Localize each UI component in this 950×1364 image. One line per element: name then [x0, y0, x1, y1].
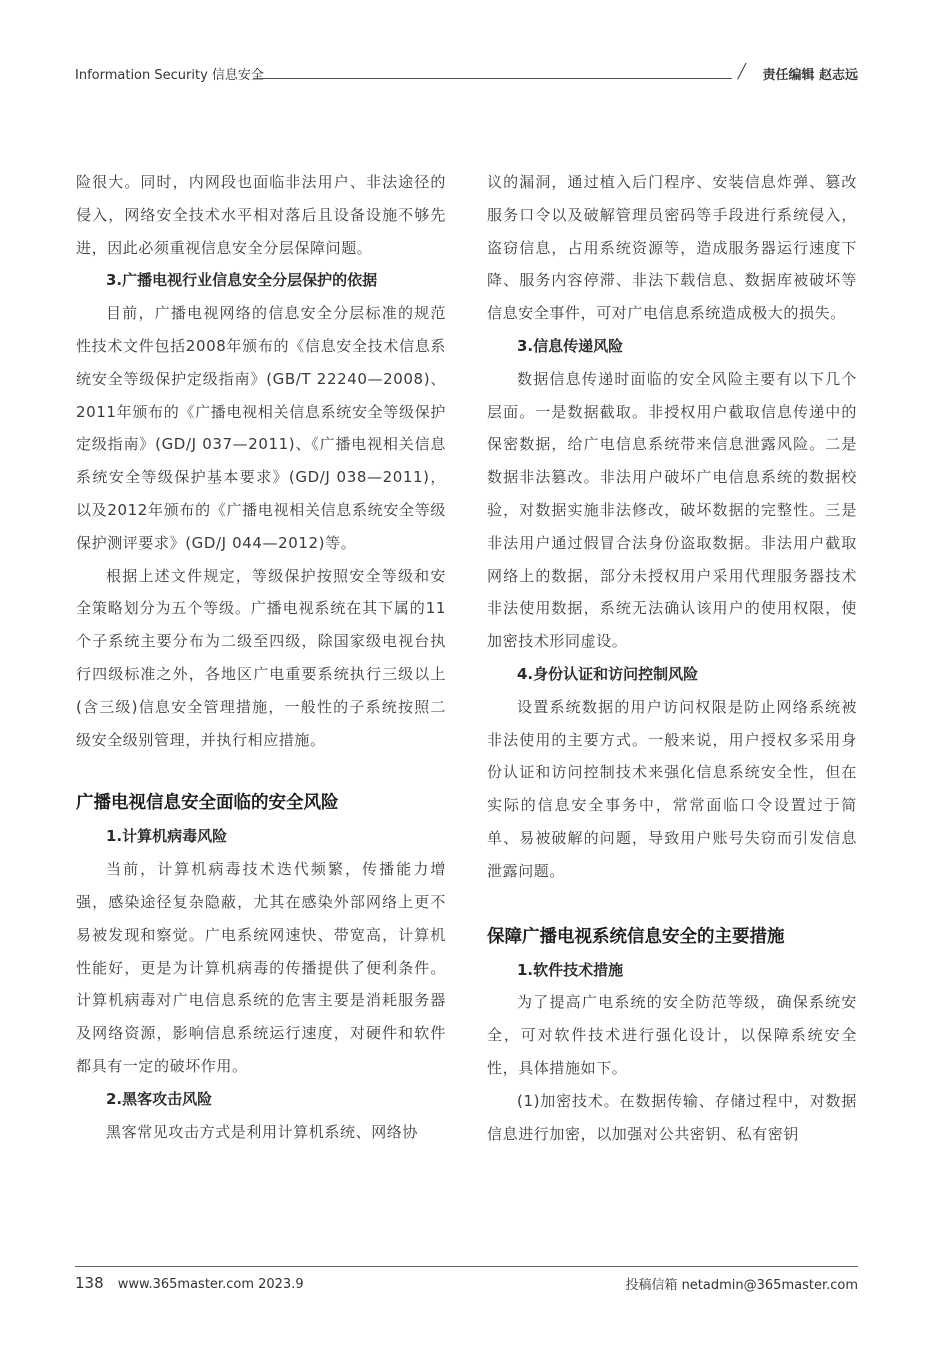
software-heading: 1.软件技术措施 — [517, 960, 624, 979]
virus-heading: 1.计算机病毒风险 — [106, 827, 228, 846]
header-editor: 责任编辑 赵志远 — [762, 68, 858, 83]
auth-paragraph: 设置系统数据的用户访问权限是防止网络系统被非法使用的主要方式。一般来说，用户授权多采用身份认证和访问控制技术来强化信息系统安全性，但在实际的信息安全事务中，常常面临口令设置过于简单、易被破解的问题，导致用户账号失窃而引发信息泄露问题。 — [487, 697, 857, 880]
risk-section-title: 广播电视信息安全面临的安全风险 — [76, 793, 339, 814]
running-header — [75, 64, 858, 86]
left-column — [76, 166, 446, 1148]
measures-section-title: 保障广播电视系统信息安全的主要措施 — [487, 926, 785, 947]
encryption-paragraph: (1)加密技术。在数据传输、存储过程中，对数据信息进行加密，以加强对公共密钥、私有密钥 — [487, 1091, 857, 1143]
footer-rule — [75, 1266, 858, 1267]
header-slash-mark: ╱ — [737, 64, 746, 80]
transfer-heading: 3.信息传递风险 — [517, 336, 624, 355]
header-section-label: Information Security 信息安全 — [75, 68, 264, 83]
basis-paragraph-2: 根据上述文件规定，等级保护按照安全等级和安全策略划分为五个等级。广播电视系统在其下属的11个子系统主要分布为二级至四级，除国家级电视台执行四级标准之外，各地区广电重要系统执行三级以上(含三级)信息安全管理措施，一般性的子系统按照二级安全级别管理，并执行相应措施。 — [76, 566, 446, 749]
virus-paragraph: 当前，计算机病毒技术迭代频繁，传播能力增强，感染途径复杂隐蔽，尤其在感染外部网络上更不易被发现和察觉。广电系统网速快、带宽高，计算机性能好，更是为计算机病毒的传播提供了便利条件。计算机病毒对广电信息系统的危害主要是消耗服务器及网络资源，影响信息系统运行速度，对硬件和软件都具有一定的破坏作用。 — [76, 860, 446, 1075]
intro-paragraph: 险很大。同时，内网段也面临非法用户、非法途径的侵入，网络安全技术水平相对落后且设备设施不够先进，因此必须重视信息安全分层保障问题。 — [76, 173, 446, 257]
auth-heading: 4.身份认证和访问控制风险 — [517, 664, 699, 683]
basis-heading: 3.广播电视行业信息安全分层保护的依据 — [106, 271, 378, 290]
hacker-paragraph-start: 黑客常见攻击方式是利用计算机系统、网络协 — [106, 1122, 419, 1141]
header-rule — [253, 78, 732, 79]
software-paragraph: 为了提高广电系统的安全防范等级，确保系统安全，可对软件技术进行强化设计，以保障系统安全性，具体措施如下。 — [487, 993, 857, 1077]
transfer-paragraph: 数据信息传递时面临的安全风险主要有以下几个层面。一是数据截取。非授权用户截取信息传递中的保密数据，给广电信息系统带来信息泄露风险。二是数据非法篡改。非法用户破坏广电信息系统的数据校验，对数据实施非法修改，破坏数据的完整性。三是非法用户通过假冒合法身份盗取数据。非法用户截取网络上的数据，部分未授权用户采用代理服务器技术非法使用数据，系统无法确认该用户的使用权限，使加密技术形同虚设。 — [487, 369, 857, 651]
footer-contact: 投稿信箱 netadmin@365master.com — [625, 1278, 858, 1293]
hacker-heading: 2.黑客攻击风险 — [106, 1089, 213, 1108]
page-number: 138 — [75, 1274, 104, 1292]
running-footer — [75, 1270, 858, 1296]
footer-left — [75, 1274, 304, 1292]
basis-paragraph-1: 目前，广播电视网络的信息安全分层标准的规范性技术文件包括2008年颁布的《信息安全技术信息系统安全等级保护定级指南》(GB/T 22240—2008)、2011年颁布的《广播电视相关信息系统安全等级保护定级指南》(GD/J 037—2011)、《广播电视相关信息系统安全等级保护基本要求》(GD/J 038—2011)，以及2012年颁布的《广播电视相关信息系统安全等级保护测评要求》(GD/J 044—2012)等。 — [76, 304, 446, 552]
right-column — [487, 166, 857, 1150]
footer-site-issue: www.365master.com 2023.9 — [117, 1277, 304, 1292]
hacker-paragraph-end: 议的漏洞，通过植入后门程序、安装信息炸弹、篡改服务口令以及破解管理员密码等手段进行系统侵入，盗窃信息，占用系统资源等，造成服务器运行速度下降、服务内容停滞、非法下载信息、数据库被破坏等信息安全事件，可对广电信息系统造成极大的损失。 — [487, 173, 857, 323]
